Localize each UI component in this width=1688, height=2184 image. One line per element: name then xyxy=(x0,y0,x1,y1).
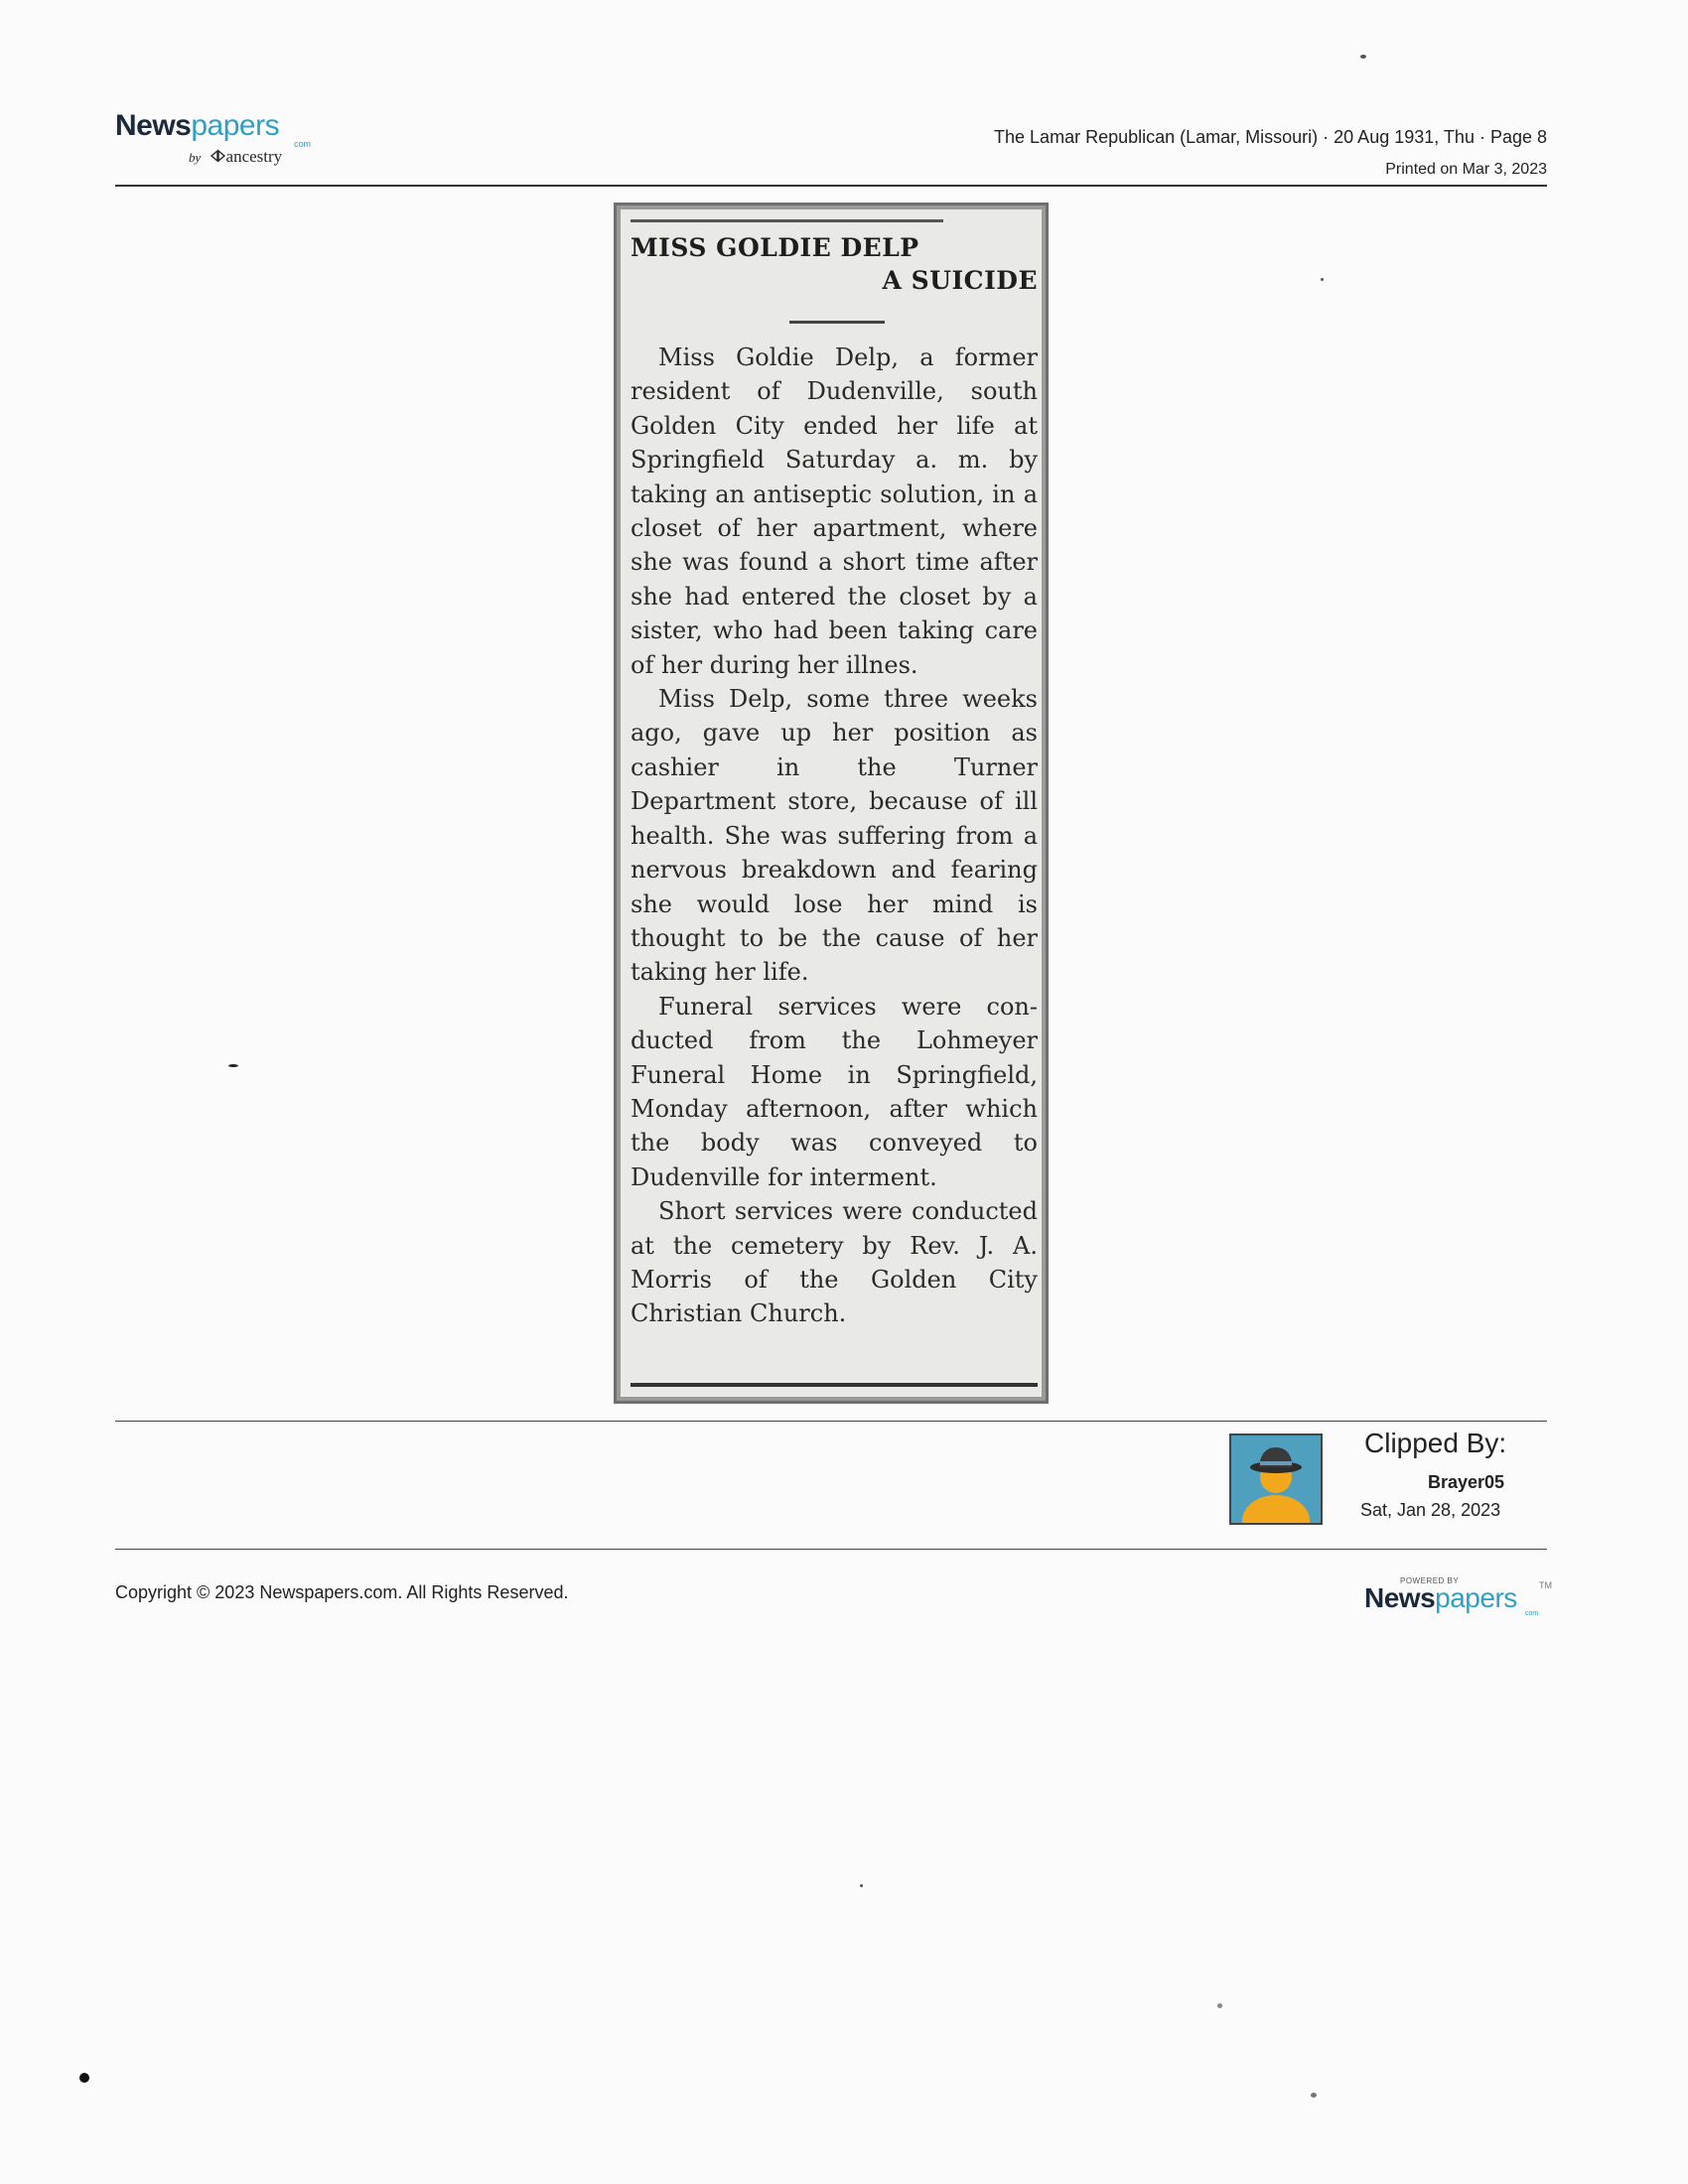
ancestry-leaf-icon xyxy=(211,149,226,163)
footer-divider xyxy=(115,1549,1547,1550)
scan-speck xyxy=(1321,278,1324,281)
scan-speck xyxy=(1311,2093,1317,2098)
user-avatar-hat-icon xyxy=(1229,1433,1323,1525)
avatar-graphic xyxy=(1231,1435,1321,1523)
clipped-by-username[interactable]: Brayer05 xyxy=(1428,1472,1505,1492)
clipped-date: Sat, Jan 28, 2023 xyxy=(1360,1500,1501,1520)
headline-line-2: A SUICIDE xyxy=(882,266,1038,295)
scan-speck xyxy=(1217,2003,1222,2008)
newspaper-clipping xyxy=(614,203,1049,1404)
newspapers-logo xyxy=(115,109,324,171)
footer-logo-com: com xyxy=(1525,1610,1539,1617)
column-bottom-rule xyxy=(631,1383,1038,1387)
story-paragraph: Funeral services were conducted from the Lohmeyer Funeral Home in Springfield, Monday afternoon, after which the body was conveyed to Dudenville for interment. xyxy=(631,992,1038,1191)
story-paragraph: Miss Goldie Delp, a former resident of Dudenville, south Golden City ended her life at Springfield Saturday a. m. by taking an antiseptic solution, in a closet of her apartment, where she was found a short time after she had entered the closet by a sister, who had been taking care of her during her illnes. xyxy=(631,343,1038,679)
clipping-headline xyxy=(631,233,1038,295)
logo-wordmark: Newspapers xyxy=(115,109,280,142)
powered-by-newspapers-logo xyxy=(1364,1576,1552,1617)
story-paragraph: Miss Delp, some three weeks ago, gave up her position as cashier in the Turner Department store, because of ill health. She was suffering from a nervous breakdown and fearing she would lose her mind is thought to be the cause of her taking her life. xyxy=(631,685,1038,987)
scan-speck xyxy=(79,2073,89,2083)
header-divider xyxy=(115,185,1547,187)
source-citation: The Lamar Republican (Lamar, Missouri) · 20 Aug 1931, Thu · Page 8 xyxy=(994,127,1547,147)
trademark-mark: TM xyxy=(1539,1580,1552,1590)
logo-by-ancestry: by ancestry xyxy=(189,147,283,166)
clipped-by-label: Clipped By: xyxy=(1364,1428,1507,1458)
powered-by-text: POWERED BY xyxy=(1400,1576,1460,1585)
clipping-content xyxy=(631,215,1038,1391)
copyright-notice: Copyright © 2023 Newspapers.com. All Rights Reserved. xyxy=(115,1582,569,1602)
printed-date: Printed on Mar 3, 2023 xyxy=(1385,161,1547,178)
scan-speck xyxy=(860,1884,863,1887)
logo-com: com xyxy=(294,139,312,149)
footer-logo-wordmark: Newspapers xyxy=(1364,1582,1517,1613)
clipping-divider xyxy=(115,1421,1547,1422)
story-paragraph: Short services were conducted at the cemetery by Rev. J. A. Morris of the Golden City Christian Church. xyxy=(631,1197,1038,1328)
headline-line-1: MISS GOLDIE DELP xyxy=(631,233,919,262)
headline-dash xyxy=(789,321,885,324)
column-top-rule xyxy=(631,219,943,222)
story-body xyxy=(631,341,1038,1331)
scan-speck xyxy=(1360,55,1366,59)
scan-speck xyxy=(228,1064,238,1067)
